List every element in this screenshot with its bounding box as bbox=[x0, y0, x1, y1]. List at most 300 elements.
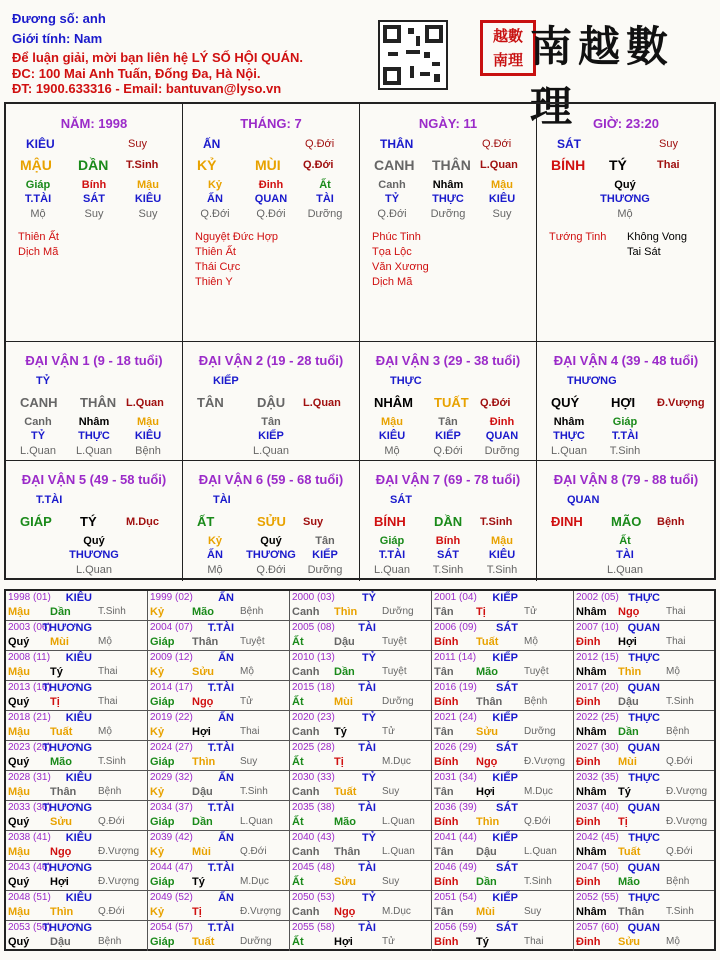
year-stem: Canh bbox=[292, 606, 320, 618]
year-cell[interactable] bbox=[148, 801, 290, 831]
year-stage: Bệnh bbox=[666, 876, 690, 887]
year-cell[interactable] bbox=[6, 891, 148, 921]
luck-god: KIẾP bbox=[213, 375, 239, 387]
year-god: ẤN bbox=[218, 772, 234, 784]
year-god: KIẾP bbox=[492, 832, 518, 844]
star-label: Tai Sát bbox=[627, 246, 661, 258]
pillar-title: GIỜ: 23:20 bbox=[592, 116, 659, 131]
year-label: 2010 (13) bbox=[292, 652, 335, 663]
year-branch: Thân bbox=[334, 846, 361, 858]
year-cell[interactable] bbox=[6, 711, 148, 741]
year-cell[interactable] bbox=[432, 651, 574, 681]
hidden-god: THỰC bbox=[78, 430, 110, 442]
year-label: 2040 (43) bbox=[292, 832, 335, 843]
year-stage: Đ.Vượng bbox=[98, 876, 140, 887]
luck-pillar-cell[interactable] bbox=[360, 461, 537, 581]
year-cell[interactable] bbox=[6, 921, 148, 951]
year-label: 2002 (05) bbox=[576, 592, 619, 603]
year-stage: Mộ bbox=[666, 666, 680, 677]
year-god: THỰC bbox=[628, 712, 660, 724]
year-cell[interactable] bbox=[6, 591, 148, 621]
year-cell[interactable] bbox=[6, 801, 148, 831]
year-label: 2013 (16) bbox=[8, 682, 51, 693]
year-branch: Hợi bbox=[192, 726, 211, 738]
hidden-stage: Mộ bbox=[617, 208, 633, 220]
year-cell[interactable] bbox=[432, 591, 574, 621]
pillar-stage: Thai bbox=[657, 159, 680, 171]
luck-pillar-cell[interactable] bbox=[537, 342, 715, 461]
year-stage: Đ.Vượng bbox=[524, 756, 566, 767]
year-cell[interactable] bbox=[6, 771, 148, 801]
year-stage: L.Quan bbox=[524, 846, 557, 857]
year-god: ẤN bbox=[218, 892, 234, 904]
year-cell[interactable] bbox=[574, 891, 714, 921]
luck-pillar-cell[interactable] bbox=[183, 342, 360, 461]
year-stage: Mộ bbox=[98, 726, 112, 737]
star-label: Thiên Ất bbox=[195, 246, 236, 258]
year-stem: Canh bbox=[292, 846, 320, 858]
year-god: TÀI bbox=[358, 922, 376, 934]
year-cell[interactable] bbox=[6, 621, 148, 651]
year-branch: Thân bbox=[192, 636, 219, 648]
year-label: 2017 (20) bbox=[576, 682, 619, 693]
year-cell[interactable] bbox=[574, 921, 714, 951]
hidden-stage: Suy bbox=[492, 208, 512, 220]
qr-code-icon[interactable] bbox=[378, 20, 448, 90]
year-stage: Q.Đới bbox=[666, 756, 693, 767]
year-stage: Q.Đới bbox=[666, 846, 693, 857]
year-stem: Canh bbox=[292, 906, 320, 918]
year-stage: Q.Đới bbox=[98, 906, 125, 917]
year-label: 2006 (09) bbox=[434, 622, 477, 633]
hidden-god: ẤN bbox=[207, 193, 223, 205]
year-label: 2001 (04) bbox=[434, 592, 477, 603]
year-stage: Mộ bbox=[524, 636, 538, 647]
year-cell[interactable] bbox=[290, 651, 432, 681]
year-stage: Thai bbox=[98, 666, 118, 677]
luck-stem: NHÂM bbox=[374, 395, 413, 410]
year-branch: Thìn bbox=[476, 816, 500, 828]
hidden-god: KIÊU bbox=[488, 549, 516, 561]
year-label: 2029 (32) bbox=[150, 772, 193, 783]
pillar-branch: TÝ bbox=[609, 157, 627, 173]
star-label: Dịch Mã bbox=[372, 276, 413, 288]
year-god: THƯƠNG bbox=[42, 742, 92, 754]
year-god: TỶ bbox=[361, 712, 376, 724]
year-label: 2026 (29) bbox=[434, 742, 477, 753]
year-stage: Tử bbox=[382, 936, 395, 947]
year-stem: Ất bbox=[292, 696, 304, 708]
year-cell[interactable] bbox=[290, 621, 432, 651]
year-branch: Dậu bbox=[50, 936, 71, 948]
year-stem: Kỷ bbox=[150, 786, 165, 798]
hidden-stem: Mậu bbox=[491, 179, 513, 191]
year-cell[interactable] bbox=[6, 831, 148, 861]
year-cell[interactable] bbox=[432, 621, 574, 651]
year-cell[interactable] bbox=[148, 771, 290, 801]
year-cell[interactable] bbox=[432, 741, 574, 771]
year-branch: Ngọ bbox=[334, 906, 356, 918]
year-god: TÀI bbox=[358, 622, 376, 634]
year-cell[interactable] bbox=[574, 591, 714, 621]
year-cell[interactable] bbox=[574, 861, 714, 891]
year-cell[interactable] bbox=[148, 891, 290, 921]
luck-stage: Bệnh bbox=[657, 516, 685, 528]
year-cell[interactable] bbox=[290, 921, 432, 951]
year-cell[interactable] bbox=[290, 861, 432, 891]
year-cell[interactable] bbox=[148, 621, 290, 651]
year-cell[interactable] bbox=[290, 771, 432, 801]
year-god: SÁT bbox=[496, 622, 518, 634]
year-stage: Thai bbox=[240, 726, 260, 737]
year-stem: Quý bbox=[8, 936, 30, 948]
luck-pillar-cell[interactable] bbox=[183, 461, 360, 581]
year-stage: Bệnh bbox=[666, 726, 690, 737]
year-label: 2045 (48) bbox=[292, 862, 335, 873]
luck-stage: L.Quan bbox=[126, 397, 164, 409]
luck-title: ĐẠI VẬN 1 (9 - 18 tuổi) bbox=[25, 353, 163, 368]
year-label: 2019 (22) bbox=[150, 712, 193, 723]
luck-title: ĐẠI VẬN 2 (19 - 28 tuổi) bbox=[198, 353, 344, 368]
year-stage: T.Sinh bbox=[666, 906, 694, 917]
year-label: 2036 (39) bbox=[434, 802, 477, 813]
hidden-god: T.TÀI bbox=[24, 193, 52, 205]
pillar-stem: KỶ bbox=[197, 157, 217, 173]
hidden-god: QUAN bbox=[485, 430, 519, 442]
year-stem: Bính bbox=[434, 636, 459, 648]
year-label: 2039 (42) bbox=[150, 832, 193, 843]
year-branch: Hợi bbox=[618, 636, 637, 648]
luck-title: ĐẠI VẬN 8 (79 - 88 tuổi) bbox=[553, 472, 699, 487]
hidden-stage: Suy bbox=[84, 208, 104, 220]
year-cell[interactable] bbox=[6, 741, 148, 771]
year-god: TỶ bbox=[361, 592, 376, 604]
year-cell[interactable] bbox=[148, 681, 290, 711]
year-stage: Tuyệt bbox=[524, 666, 549, 677]
year-stage: Q.Đới bbox=[98, 816, 125, 827]
year-god: SÁT bbox=[496, 742, 518, 754]
pillar-title: THÁNG: 7 bbox=[240, 116, 302, 131]
year-branch: Mão bbox=[334, 816, 356, 828]
year-branch: Hợi bbox=[476, 786, 495, 798]
hidden-stem: Bính bbox=[435, 535, 461, 547]
year-cell[interactable] bbox=[148, 861, 290, 891]
hidden-god: KIÊU bbox=[134, 193, 162, 205]
year-label: 2032 (35) bbox=[576, 772, 619, 783]
year-branch: Thìn bbox=[618, 666, 642, 678]
year-stem: Quý bbox=[8, 876, 30, 888]
year-god: KIẾP bbox=[492, 712, 518, 724]
hidden-stem: Nhâm bbox=[553, 416, 585, 428]
year-label: 2048 (51) bbox=[8, 892, 51, 903]
luck-stem: ẤT bbox=[197, 514, 215, 529]
year-stem: Quý bbox=[8, 636, 30, 648]
star-label: Không Vong bbox=[627, 231, 687, 243]
hidden-stem: Quý bbox=[83, 535, 105, 547]
hidden-stem: Bính bbox=[81, 179, 107, 191]
year-cell[interactable] bbox=[432, 921, 574, 951]
year-branch: Dần bbox=[334, 666, 355, 678]
year-stem: Bính bbox=[434, 696, 459, 708]
year-stage: M.Dục bbox=[240, 876, 269, 887]
luck-stage: Đ.Vượng bbox=[657, 397, 705, 409]
year-cell[interactable] bbox=[574, 681, 714, 711]
year-cell[interactable] bbox=[6, 861, 148, 891]
year-branch: Mão bbox=[476, 666, 498, 678]
pillar-branch: THÂN bbox=[432, 157, 471, 173]
year-cell[interactable] bbox=[148, 921, 290, 951]
year-stem: Canh bbox=[292, 666, 320, 678]
hidden-stage: T.Sinh bbox=[432, 564, 464, 576]
year-stage: Đ.Vượng bbox=[98, 846, 140, 857]
year-cell[interactable] bbox=[574, 741, 714, 771]
year-stage: Thai bbox=[524, 936, 544, 947]
luck-branch: TUẤT bbox=[434, 395, 469, 410]
year-cell[interactable] bbox=[290, 591, 432, 621]
hidden-stem: Giáp bbox=[612, 416, 638, 428]
year-stem: Nhâm bbox=[576, 786, 607, 798]
luck-branch: DẬU bbox=[257, 395, 286, 410]
year-branch: Dần bbox=[192, 816, 213, 828]
star-label: Nguyệt Đức Hợp bbox=[195, 231, 279, 243]
year-god: TỶ bbox=[361, 652, 376, 664]
year-god: QUAN bbox=[627, 622, 660, 634]
year-stem: Tân bbox=[434, 606, 454, 618]
luck-pillar-cell[interactable] bbox=[6, 342, 183, 461]
year-label: 2023 (26) bbox=[8, 742, 51, 753]
pillar-stage: L.Quan bbox=[480, 159, 518, 171]
year-label: 2021 (24) bbox=[434, 712, 477, 723]
luck-god: THỰC bbox=[390, 375, 422, 387]
year-cell[interactable] bbox=[148, 651, 290, 681]
year-label: 2054 (57) bbox=[150, 922, 193, 933]
year-stem: Nhâm bbox=[576, 606, 607, 618]
luck-god: TỶ bbox=[36, 375, 51, 387]
year-label: 2011 (14) bbox=[434, 652, 477, 663]
year-cell[interactable] bbox=[432, 891, 574, 921]
luck-stem: BÍNH bbox=[374, 514, 406, 529]
year-label: 2051 (54) bbox=[434, 892, 477, 903]
luck-stem: ĐINH bbox=[551, 514, 583, 529]
pillar-god: SÁT bbox=[557, 137, 581, 151]
contact-line-3[interactable]: ĐT: 1900.633316 - Email: bantuvan@lyso.vn bbox=[12, 81, 282, 96]
year-stem: Ất bbox=[292, 876, 304, 888]
year-stage: L.Quan bbox=[240, 816, 273, 827]
year-branch: Dần bbox=[618, 726, 639, 738]
year-stage: M.Dục bbox=[524, 786, 553, 797]
year-branch: Mão bbox=[50, 756, 72, 768]
year-cell[interactable] bbox=[6, 651, 148, 681]
year-cell[interactable] bbox=[290, 741, 432, 771]
year-stage: Q.Đới bbox=[524, 816, 551, 827]
year-stage: T.Sinh bbox=[240, 786, 268, 797]
year-cell[interactable] bbox=[148, 711, 290, 741]
year-god: THỰC bbox=[628, 652, 660, 664]
year-cell[interactable] bbox=[574, 711, 714, 741]
hidden-stem: Ất bbox=[619, 535, 631, 547]
luck-pillar-cell[interactable] bbox=[537, 461, 715, 581]
year-stem: Kỷ bbox=[150, 666, 165, 678]
year-cell[interactable] bbox=[290, 831, 432, 861]
year-cell[interactable] bbox=[148, 831, 290, 861]
hidden-stem: Tân bbox=[438, 416, 458, 428]
year-label: 2050 (53) bbox=[292, 892, 335, 903]
year-stem: Nhâm bbox=[576, 906, 607, 918]
year-cell[interactable] bbox=[148, 741, 290, 771]
year-god: QUAN bbox=[627, 862, 660, 874]
year-cell[interactable] bbox=[290, 891, 432, 921]
year-branch: Tý bbox=[192, 876, 205, 888]
pillar-cell bbox=[360, 104, 537, 342]
year-god: TỶ bbox=[361, 892, 376, 904]
hidden-stage: Suy bbox=[138, 208, 158, 220]
year-branch: Ngọ bbox=[618, 606, 640, 618]
year-stage: Dưỡng bbox=[382, 606, 414, 617]
year-branch: Sửu bbox=[50, 816, 73, 828]
year-god: TỶ bbox=[361, 832, 376, 844]
year-cell[interactable] bbox=[290, 681, 432, 711]
year-god: KIÊU bbox=[65, 772, 92, 784]
hidden-stem: Nhâm bbox=[78, 416, 110, 428]
hidden-stage: Bệnh bbox=[135, 445, 161, 457]
year-god: SÁT bbox=[496, 682, 518, 694]
year-cell[interactable] bbox=[574, 831, 714, 861]
year-label: 2033 (36) bbox=[8, 802, 51, 813]
luck-pillar-cell[interactable] bbox=[360, 342, 537, 461]
year-cell[interactable] bbox=[432, 711, 574, 741]
hidden-stem: Ất bbox=[319, 179, 331, 191]
year-branch: Hợi bbox=[334, 936, 353, 948]
luck-pillar-cell[interactable] bbox=[6, 461, 183, 581]
star-label: Văn Xương bbox=[372, 261, 429, 273]
luck-god: SÁT bbox=[390, 494, 412, 506]
year-cell[interactable] bbox=[432, 681, 574, 711]
year-god: THỰC bbox=[628, 832, 660, 844]
hidden-god: THỰC bbox=[553, 430, 585, 442]
year-god: THƯƠNG bbox=[42, 802, 92, 814]
hidden-stage: T.Sinh bbox=[486, 564, 518, 576]
hidden-god: KIẾP bbox=[258, 430, 284, 442]
year-branch: Mão bbox=[192, 606, 214, 618]
year-stage: Bệnh bbox=[98, 936, 122, 947]
year-cell[interactable] bbox=[148, 591, 290, 621]
year-god: KIÊU bbox=[65, 712, 92, 724]
year-stage: Suy bbox=[382, 786, 400, 797]
year-stage: M.Dục bbox=[382, 906, 411, 917]
year-cell[interactable] bbox=[290, 711, 432, 741]
year-branch: Tị bbox=[334, 756, 344, 768]
year-stem: Đinh bbox=[576, 936, 601, 948]
year-label: 1998 (01) bbox=[8, 592, 51, 603]
hidden-stem: Canh bbox=[378, 179, 406, 191]
year-branch: Dậu bbox=[334, 636, 355, 648]
hidden-god: THỰC bbox=[432, 193, 464, 205]
year-god: T.TÀI bbox=[207, 682, 234, 694]
hidden-stem: Quý bbox=[614, 179, 636, 191]
year-label: 2024 (27) bbox=[150, 742, 193, 753]
year-stage: Mộ bbox=[98, 636, 112, 647]
year-stem: Tân bbox=[434, 846, 454, 858]
year-label: 1999 (02) bbox=[150, 592, 193, 603]
hidden-stage: Q.Đới bbox=[256, 564, 286, 576]
luck-stage: T.Sinh bbox=[480, 516, 513, 528]
year-cell[interactable] bbox=[574, 771, 714, 801]
year-label: 2005 (08) bbox=[292, 622, 335, 633]
year-label: 2012 (15) bbox=[576, 652, 619, 663]
year-stem: Đinh bbox=[576, 816, 601, 828]
luck-stem: GIÁP bbox=[20, 514, 52, 529]
luck-stage: Suy bbox=[303, 516, 324, 528]
luck-stem: TÂN bbox=[197, 395, 224, 410]
year-stage: Đ.Vượng bbox=[240, 906, 282, 917]
year-god: KIẾP bbox=[492, 772, 518, 784]
hidden-stem: Quý bbox=[260, 535, 282, 547]
pillar-god: KIÊU bbox=[26, 137, 55, 151]
year-god: SÁT bbox=[496, 802, 518, 814]
year-branch: Tuất bbox=[192, 936, 215, 948]
year-god: KIẾP bbox=[492, 892, 518, 904]
year-label: 2038 (41) bbox=[8, 832, 51, 843]
year-stem: Kỷ bbox=[150, 606, 165, 618]
year-stem: Đinh bbox=[576, 876, 601, 888]
year-god: KIÊU bbox=[65, 832, 92, 844]
hidden-stem: Tân bbox=[315, 535, 335, 547]
year-cell[interactable] bbox=[574, 801, 714, 831]
year-label: 2049 (52) bbox=[150, 892, 193, 903]
year-cell[interactable] bbox=[432, 831, 574, 861]
hidden-stage: Dưỡng bbox=[307, 208, 343, 220]
year-branch: Tuất bbox=[50, 726, 73, 738]
year-god: T.TÀI bbox=[207, 742, 234, 754]
year-god: KIÊU bbox=[65, 652, 92, 664]
year-stem: Nhâm bbox=[576, 666, 607, 678]
year-stem: Kỷ bbox=[150, 906, 165, 918]
year-cell[interactable] bbox=[574, 621, 714, 651]
pillar-branch: DẦN bbox=[78, 157, 109, 173]
year-stem: Quý bbox=[8, 816, 30, 828]
year-stem: Tân bbox=[434, 906, 454, 918]
year-god: KIÊU bbox=[65, 892, 92, 904]
year-label: 2041 (44) bbox=[434, 832, 477, 843]
luck-god: THƯƠNG bbox=[567, 375, 617, 387]
year-stage: Tuyệt bbox=[382, 636, 407, 647]
gender-label: Giới tính: Nam bbox=[12, 31, 103, 46]
hidden-stage: Dưỡng bbox=[430, 208, 466, 220]
year-stage: Mộ bbox=[666, 936, 680, 947]
luck-branch: TÝ bbox=[80, 514, 97, 529]
year-stage: Q.Đới bbox=[240, 846, 267, 857]
year-cell[interactable] bbox=[574, 651, 714, 681]
year-cell[interactable] bbox=[6, 681, 148, 711]
year-label: 2047 (50) bbox=[576, 862, 619, 873]
year-god: KIÊU bbox=[65, 592, 92, 604]
year-cell[interactable] bbox=[432, 801, 574, 831]
luck-stem: CANH bbox=[20, 395, 58, 410]
year-stem: Giáp bbox=[150, 936, 175, 948]
year-stem: Ất bbox=[292, 936, 304, 948]
year-cell[interactable] bbox=[432, 771, 574, 801]
year-label: 2022 (25) bbox=[576, 712, 619, 723]
year-cell[interactable] bbox=[432, 861, 574, 891]
year-cell[interactable] bbox=[290, 801, 432, 831]
hidden-god: ẤN bbox=[207, 549, 223, 561]
year-stage: Đ.Vượng bbox=[666, 816, 708, 827]
year-stage: T.Sinh bbox=[98, 756, 126, 767]
pillar-stem: MẬU bbox=[20, 157, 52, 173]
year-label: 2018 (21) bbox=[8, 712, 51, 723]
luck-stage: L.Quan bbox=[303, 397, 341, 409]
pillar-god-stage: Suy bbox=[128, 138, 147, 150]
